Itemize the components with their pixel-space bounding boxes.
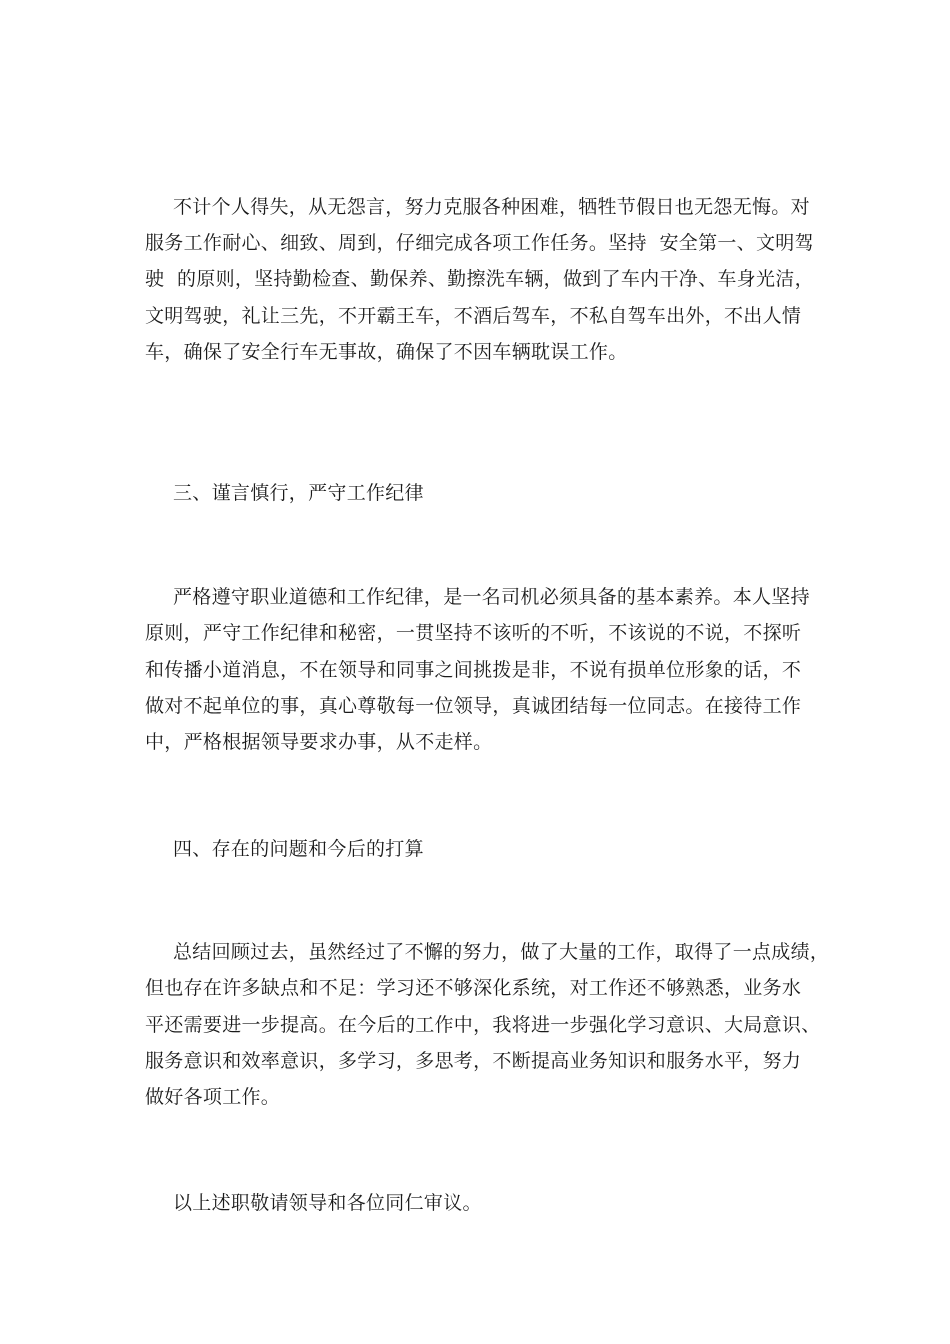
text-line: 车，确保了安全行车无事故，确保了不因车辆耽误工作。 xyxy=(145,341,628,363)
text-line: 但也存在许多缺点和不足：学习还不够深化系统，对工作还不够熟悉，业务水 xyxy=(145,977,802,999)
text-line: 总结回顾过去，虽然经过了不懈的努力，做了大量的工作，取得了一点成绩， xyxy=(173,941,830,963)
text-line: 驶 的原则，坚持勤检查、勤保养、勤擦洗车辆，做到了车内干净、车身光洁， xyxy=(145,268,814,290)
text-line: 平还需要进一步提高。在今后的工作中，我将进一步强化学习意识、大局意识、 xyxy=(145,1014,821,1036)
text-line: 不计个人得失，从无怨言，努力克服各种困难，牺牲节假日也无怨无悔。对 xyxy=(173,196,810,218)
text-line: 严格遵守职业道德和工作纪律，是一名司机必须具备的基本素养。本人坚持 xyxy=(173,586,810,608)
section-heading-3: 三、谨言慎行，严守工作纪律 xyxy=(173,482,424,504)
text-line: 做对不起单位的事，真心尊敬每一位领导，真诚团结每一位同志。在接待工作 xyxy=(145,695,802,717)
text-line: 服务工作耐心、细致、周到，仔细完成各项工作任务。坚持 安全第一、文明驾 xyxy=(145,232,814,254)
text-line: 做好各项工作。 xyxy=(145,1086,281,1108)
section-heading-4: 四、存在的问题和今后的打算 xyxy=(173,838,424,860)
text-line: 原则，严守工作纪律和秘密，一贯坚持不该听的不听，不该说的不说，不探听 xyxy=(145,622,802,644)
closing-line: 以上述职敬请领导和各位同仁审议。 xyxy=(173,1192,482,1214)
text-line: 中，严格根据领导要求办事，从不走样。 xyxy=(145,731,493,753)
text-line: 和传播小道消息，不在领导和同事之间挑拨是非，不说有损单位形象的话，不 xyxy=(145,659,802,681)
text-line: 服务意识和效率意识，多学习，多思考，不断提高业务知识和服务水平，努力 xyxy=(145,1050,802,1072)
text-line: 文明驾驶，礼让三先，不开霸王车，不酒后驾车，不私自驾车出外，不出人情 xyxy=(145,305,802,327)
